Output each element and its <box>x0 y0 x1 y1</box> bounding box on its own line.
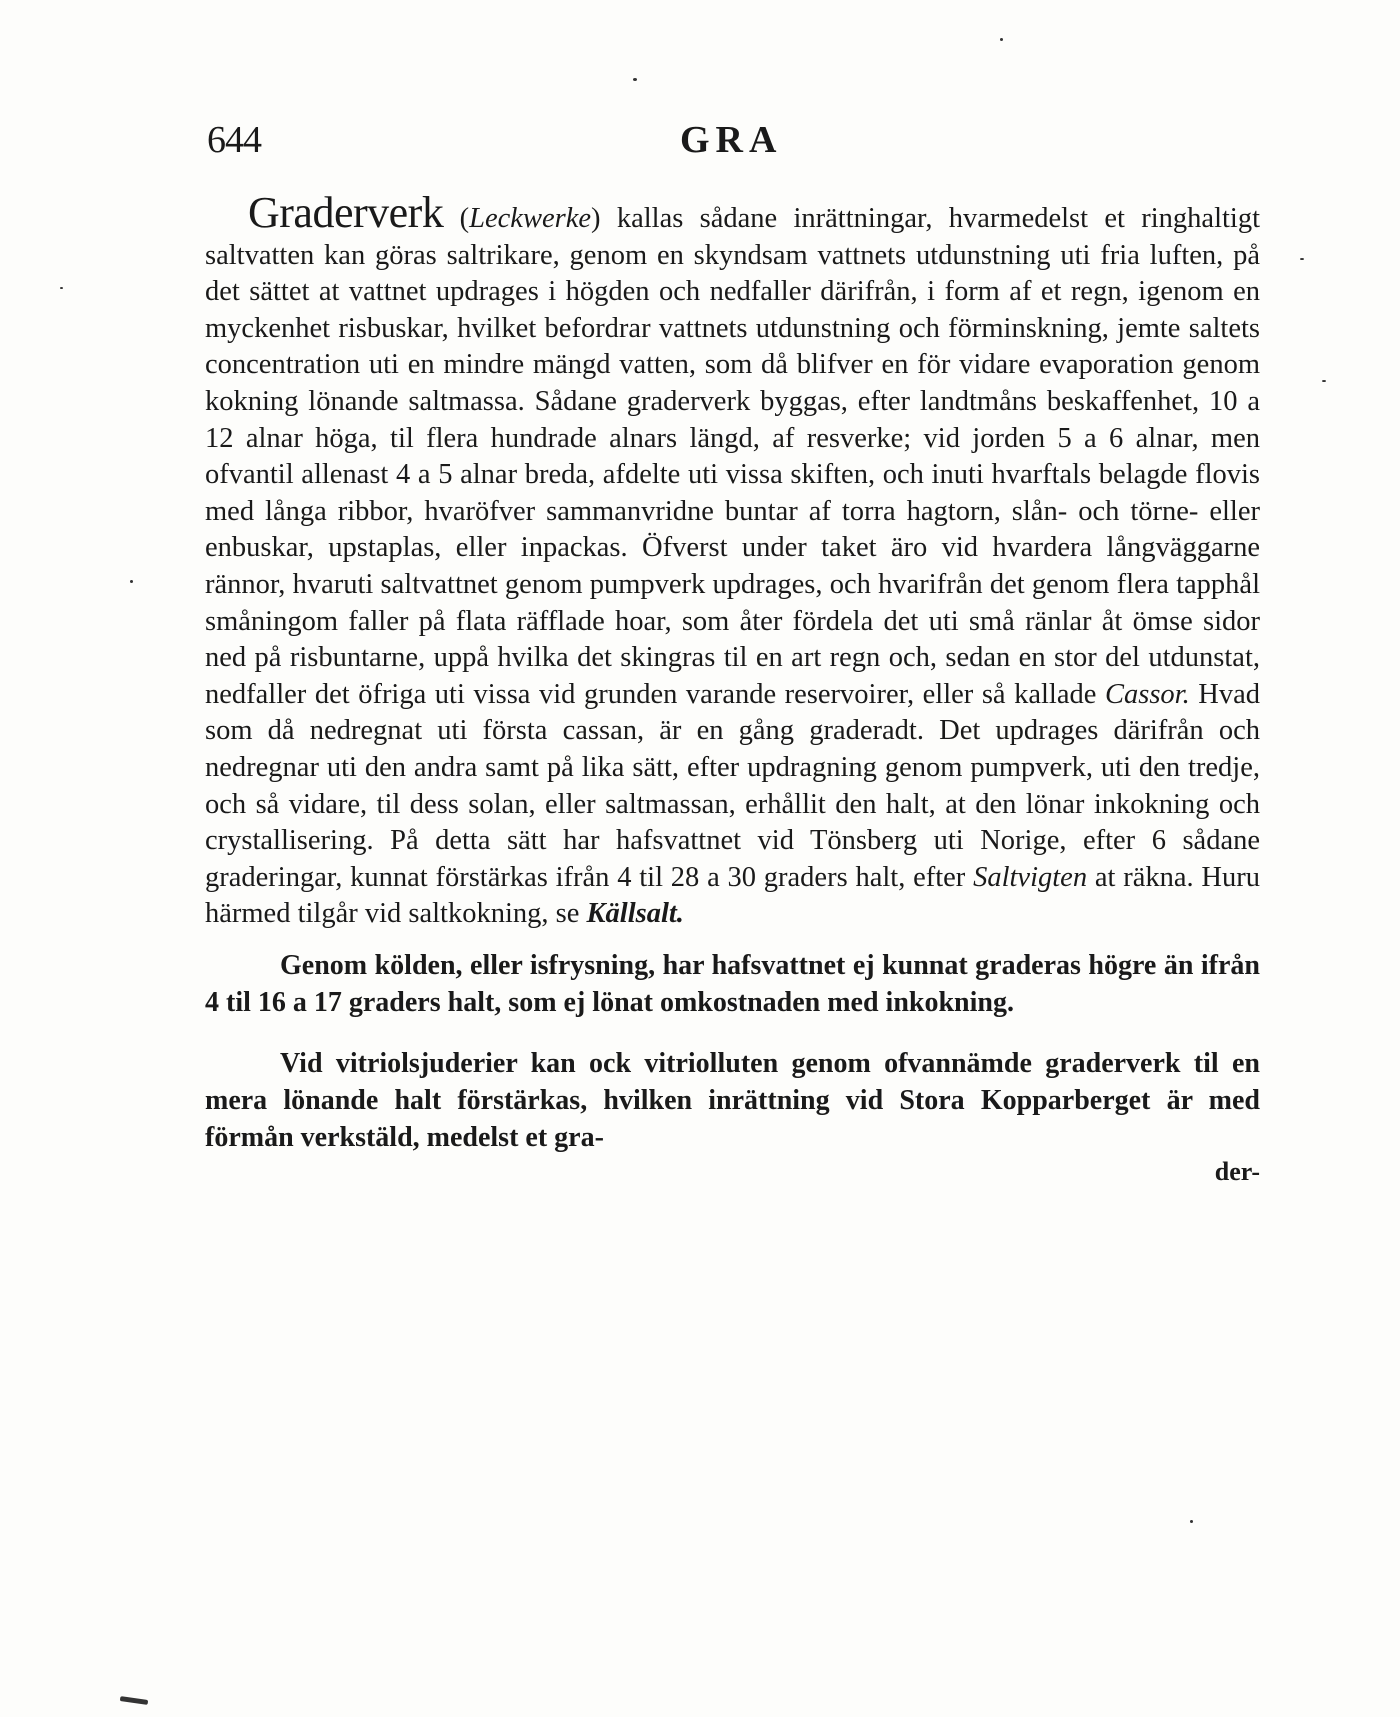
page-header <box>0 118 1400 168</box>
scan-speck <box>1190 1520 1193 1523</box>
saltvigten-link: Saltvigten <box>973 861 1088 893</box>
running-head: GRA <box>680 119 783 161</box>
entry-term: Graderverk <box>248 188 444 237</box>
scan-speck <box>1000 38 1003 41</box>
catchword: der- <box>1214 1156 1260 1186</box>
scan-speck <box>130 580 133 583</box>
entry-text-1: ) kallas sådane inrättningar, hvarmedelst et ringhaltigt saltvatten kan göras saltrikare, genom en skyndsam vattnets utdunstning uti fria luften, på det sättet at vattnet updrages i högden och nedfaller därifrån, i form af et regn, igenom en myckenhet risbuskar, hvilket befordrar vattnets utdunstning och förminskning, jemte saltets concentration uti en mindre mängd vatten, som då blifver en för vidare evaporation genom kokning lönande saltmassa. Sådane graderverk byggas, efter landtmåns beskaffenhet, 10 a 12 alnar höga, til flera hundrade alnars längd, af resverke; vid jorden 5 a 6 alnar, men ofvantil allenast 4 a 5 alnar breda, afdelte uti vissa skiften, och inuti hvarftals belagde flovis med långa ribbor, hvaröfver sammanvridne buntar af torra hagtorn, slån- och törne- eller enbuskar, upstaplas, eller inpackas. Öfverst under taket äro vid hvardera långväggarne rännor, hvaruti saltvattnet genom pumpverk updrages, och hvarifrån det genom flera tapphål småningom faller på flata räfflade hoar, som åter fördela det uti små ränlar åt ömse sidor ned på risbuntarne, uppå hvilka det skingras til en art regn och, sedan en stor del utdunstat, nedfaller det öfriga uti vissa vid grunden varande reservoirer, eller så kallade <box>205 203 1261 710</box>
entry-paragraph <box>205 188 1261 933</box>
entry-text-2: Hvad som då nedregnat uti första cassan, är en gång graderadt. Det updrages därifrån och nedregnar uti den andra samt på lika sätt, efter updragning genom pumpverk, uti den tredje, och så vidare, til dess solan, eller saltmassan, erhållit den halt, at den lönar inkokning och crystallisering. På detta sätt har hafsvattnet vid Tönsberg uti Norige, efter 6 sådane graderingar, kunnat förstärkas ifrån 4 til 28 a 30 graders halt, efter <box>205 678 1261 893</box>
entry-text-3: at räkna. Huru härmed tilgår vid saltkokning, se <box>205 861 1260 930</box>
scan-speck <box>120 1696 148 1705</box>
page-body <box>205 188 1261 1190</box>
scan-speck <box>60 287 63 289</box>
paren-open: ( <box>443 203 470 234</box>
scan-speck <box>1300 258 1304 260</box>
paragraph-freezing: Genom kölden, eller isfrysning, har hafsvattnet ej kunnat graderas högre än ifrån 4 til 16 a 17 graders halt, som ej lönat omkostnaden med inkokning. <box>205 949 1260 1018</box>
paragraph-vitriol: Vid vitriolsjuderier kan ock vitriolluten genom ofvannämde graderverk til en mera lönande halt förstärkas, hvilken inrättning vid Stora Kopparberget är med förmån verkstäld, medelst et gra- <box>205 1047 1260 1153</box>
scan-speck <box>1322 380 1326 382</box>
entry-term-german: Leckwerke <box>469 203 592 234</box>
kallsalt-link: Källsalt. <box>586 898 684 930</box>
scan-speck <box>633 78 637 81</box>
cassor-term: Cassor. <box>1104 678 1190 710</box>
page-number: 644 <box>207 119 261 161</box>
